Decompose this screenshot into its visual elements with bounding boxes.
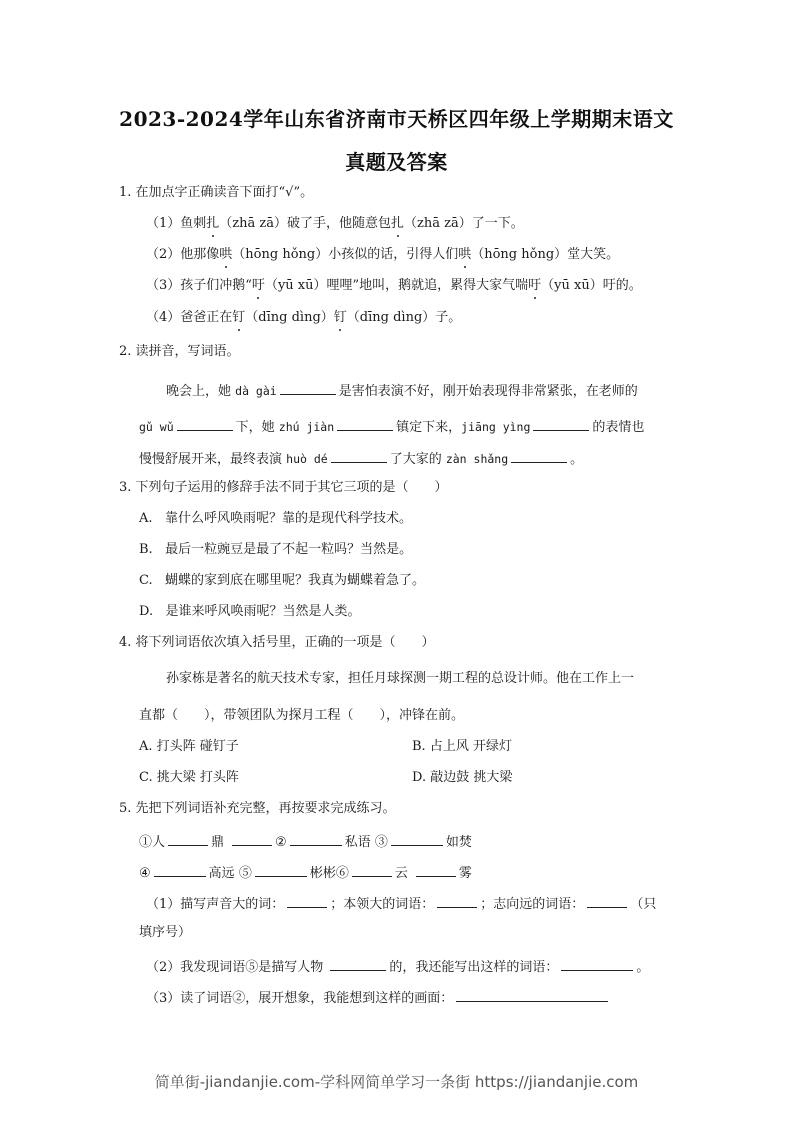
answer-blank[interactable] xyxy=(561,956,633,971)
text: ③ xyxy=(374,835,388,850)
text: 雾 xyxy=(458,866,472,881)
q1-item-4-pre: （4）爸爸正在 xyxy=(146,310,233,325)
q2-stem: 2. 读拼音，写词语。 xyxy=(119,344,240,359)
dotted-char: 吁 xyxy=(528,278,542,293)
text: ⑤ xyxy=(238,866,252,881)
text: 镇定下来， xyxy=(396,420,462,435)
answer-blank[interactable] xyxy=(511,448,567,463)
text: 高远 xyxy=(208,866,235,881)
answer-blank[interactable] xyxy=(391,831,443,846)
text: ④ xyxy=(139,866,151,881)
q2-line-2 xyxy=(139,416,644,437)
answer-blank[interactable] xyxy=(290,831,342,846)
answer-blank[interactable] xyxy=(352,862,392,877)
pinyin: zàn shǎng xyxy=(445,452,509,466)
dotted-char: 哄 xyxy=(458,247,472,262)
text: 云 xyxy=(394,866,408,881)
pinyin: dà gài xyxy=(235,384,277,398)
q5-sub-1-cont: 填序号） xyxy=(139,925,192,940)
answer-blank[interactable] xyxy=(331,448,387,463)
pinyin: gǔ wǔ xyxy=(139,420,174,434)
text: 慢慢舒展开来，最终表演 xyxy=(139,452,287,467)
text: 鼎 xyxy=(211,835,225,850)
text: ①人 xyxy=(139,835,166,850)
text: （1）描写声音大的词： xyxy=(146,897,285,912)
q1-item-4-mid: （dīng dìng） xyxy=(245,310,334,325)
dotted-char: 扎 xyxy=(206,216,220,231)
q1-item-3-mid: （yū xū）哩哩”地叫，鹅就追，累得大家气喘 xyxy=(264,278,529,293)
option-text: 是谁来呼风唤雨呢？当然是人类。 xyxy=(165,604,361,619)
answer-blank[interactable] xyxy=(416,862,456,877)
option-label: D. xyxy=(139,604,154,619)
q3-option-c[interactable] xyxy=(139,572,425,590)
q4-option-b[interactable]: B. 占上风 开绿灯 xyxy=(412,739,512,754)
q1-item-1-pre: （1）鱼刺 xyxy=(146,216,207,231)
option-label: C. xyxy=(139,573,153,588)
q2-line-3 xyxy=(139,448,583,469)
option-text: 最后一粒豌豆是最了不起一粒吗？当然是。 xyxy=(165,542,413,557)
text: 。 xyxy=(570,452,584,467)
answer-blank[interactable] xyxy=(437,893,477,908)
text: 。 xyxy=(636,960,650,975)
text: 下，她 xyxy=(235,420,279,435)
option-label: B. xyxy=(139,542,153,557)
q1-item-4 xyxy=(146,309,461,327)
q1-item-3-pre: （3）孩子们冲鹅“ xyxy=(146,278,252,293)
q4-paragraph-2: 直都（ ），带领团队为探月工程（ ），冲锋在前。 xyxy=(139,708,465,723)
q1-item-2-post: （hōng hǒng）堂大笑。 xyxy=(471,247,620,262)
q5-stem: 5. 先把下列词语补充完整，再按要求完成练习。 xyxy=(119,801,396,816)
text: （2）我发现词语⑤是描写人物 xyxy=(146,960,328,975)
q1-item-2-pre: （2）他那像 xyxy=(146,247,220,262)
q3-stem: 3. 下列句子运用的修辞手法不同于其它三项的是（ ） xyxy=(119,480,448,495)
text: ；志向远的词语： xyxy=(480,897,585,912)
q4-stem: 4. 将下列词语依次填入括号里，正确的一项是（ ） xyxy=(119,635,435,650)
q5-sub-3 xyxy=(146,987,611,1008)
answer-blank[interactable] xyxy=(456,987,608,1002)
q5-words-row-2 xyxy=(139,862,472,883)
answer-blank[interactable] xyxy=(255,862,307,877)
option-text: 蝴蝶的家到底在哪里呢？我真为蝴蝶着急了。 xyxy=(165,573,426,588)
text: 晚会上，她 xyxy=(166,384,236,399)
text: （只 xyxy=(630,897,657,912)
option-label: A. xyxy=(139,511,153,526)
q4-option-d[interactable]: D. 敲边鼓 挑大梁 xyxy=(412,770,513,785)
answer-blank[interactable] xyxy=(337,416,393,431)
q1-item-3 xyxy=(146,277,642,295)
q1-item-2-mid: （hōng hǒng）小孩似的话，引得人们 xyxy=(232,247,459,262)
text: （3）读了词语②，展开想象，我能想到这样的画面： xyxy=(146,991,454,1006)
text: 的表情也 xyxy=(592,420,645,435)
q3-option-a[interactable] xyxy=(139,510,412,528)
answer-blank[interactable] xyxy=(533,416,589,431)
text: 是害怕表演不好，刚开始表现得非常紧张，在老师的 xyxy=(338,384,638,399)
text: ② xyxy=(275,835,287,850)
q1-item-1-post: （zhā zā）了一下。 xyxy=(404,216,524,231)
text: 私语 xyxy=(344,835,371,850)
q1-item-3-post: （yū xū）吁的。 xyxy=(541,278,642,293)
pinyin: jiāng yìng xyxy=(461,420,531,434)
option-text: 靠什么呼风唤雨呢？靠的是现代科学技术。 xyxy=(164,511,412,526)
pinyin: huò dé xyxy=(286,452,328,466)
dotted-char: 钉 xyxy=(333,310,347,325)
answer-blank[interactable] xyxy=(232,831,272,846)
dotted-char: 扎 xyxy=(391,216,405,231)
q2-line-1 xyxy=(166,380,638,401)
doc-title-line1: 2023-2024学年山东省济南市天桥区四年级上学期期末语文 xyxy=(119,107,674,131)
q5-sub-2 xyxy=(146,956,649,977)
text: ；本领大的词语： xyxy=(330,897,435,912)
dotted-char: 吁 xyxy=(251,278,265,293)
answer-blank[interactable] xyxy=(280,380,336,395)
answer-blank[interactable] xyxy=(177,416,233,431)
q1-item-4-post: （dīng dìng）子。 xyxy=(346,310,462,325)
text: 的，我还能写出这样的词语： xyxy=(389,960,559,975)
q1-item-1-mid: （zhā zā）破了手，他随意包 xyxy=(219,216,392,231)
doc-title-line2: 真题及答案 xyxy=(345,150,448,174)
text: 了大家的 xyxy=(389,452,446,467)
answer-blank[interactable] xyxy=(154,862,206,877)
answer-blank[interactable] xyxy=(168,831,208,846)
q5-words-row-1 xyxy=(139,831,472,852)
q4-option-a[interactable]: A. 打头阵 碰钉子 xyxy=(139,739,239,754)
dotted-char: 哄 xyxy=(219,247,233,262)
pinyin: zhú jiàn xyxy=(278,420,335,434)
q1-item-2 xyxy=(146,246,619,264)
q4-option-c[interactable]: C. 挑大梁 打头阵 xyxy=(139,770,239,785)
answer-blank[interactable] xyxy=(287,893,327,908)
answer-blank[interactable] xyxy=(330,956,386,971)
q3-option-d[interactable] xyxy=(139,603,361,621)
footer-watermark: 简单街-jiandanjie.com-学科网简单学习一条街 https://jiandanjie.com xyxy=(154,1073,639,1091)
dotted-char: 钉 xyxy=(232,310,246,325)
q3-option-b[interactable] xyxy=(139,541,412,559)
q1-stem: 1. 在加点字正确读音下面打“√”。 xyxy=(119,185,314,200)
text: 彬彬⑥ xyxy=(309,866,349,881)
answer-blank[interactable] xyxy=(587,893,627,908)
q1-item-1 xyxy=(146,215,524,233)
q5-sub-1 xyxy=(146,893,656,914)
q4-paragraph-1: 孙家栋是著名的航天技术专家，担任月球探测一期工程的总设计师。他在工作上一 xyxy=(166,671,635,686)
text: 如焚 xyxy=(445,835,472,850)
